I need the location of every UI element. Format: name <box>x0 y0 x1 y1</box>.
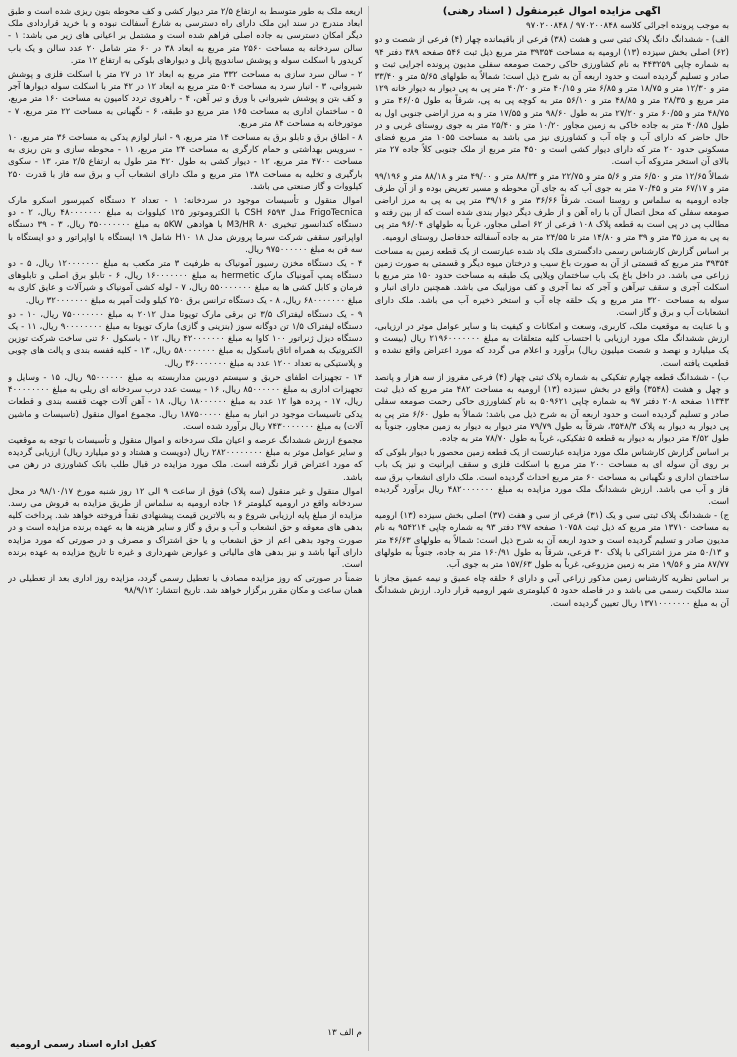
notice-title: آگهی مزایده اموال غیرمنقول ( اسناد رهنی) <box>442 6 661 17</box>
paragraph: الف) - ششدانگ دانگ پلاک ثبتی سی و هشت (۳۸) فرعی از باقیمانده چهار (۴) فرعی از شصت و دو (۶۲) اصلی بخش سیزده (۱۳) ارومیه به مساحت ۳۹۳۵۴ متر مربع ذیل ثبت ۵۴۶ صفحه ۳۸۹ دفتر ۹۴ به شماره چاپی ۴۴۳۲۵۹ به نام کشاورزی حاکی رحمت صومعه سفلی مدیون پرونده اجرایی ثبت و صادر و تسلیم گردیده است و حدود اربعه آن به شرح ذیل است: شمالاً به طولهای ۵/۶۵ متر و ۳۳/۴۰ متر و ۱۲/۳۰ متر و ۱۸/۷۵ متر و ۶/۸۵ متر و ۴۰/۱۵ متر و ۴۰/۲۰ متر پی به پی دیوار به دیوار خانه ۱۲۹ متر مربع و ۲۸/۳۵ متر و ۴۸/۸۵ متر و ۵۶/۱۰ متر به کوچه پی به پی، شرقاً به طول ۴۶/۰۵ متر و ۴۸/۷۵ متر و ۶۰/۵۵ متر و ۲۷/۲۰ متر به طول ۹۸/۶۰ متر و ۱۷/۵۵ متر و به مرز اراضی جنوبی اول به طول ۴۰/۸۵ متر به جاده خاکی به زمین مجاور ۱۰/۲۰ متر و ۲۵/۴۰ متر به جوی روستای غربی و در حال حاضر که دارای آب و چاه آب و کشاورزی نیز می باشد به مساحت ۱۰۵۵ متر مربع فضای مسکونی حدود ۲۰ متر که دارای دیوار کشی است و ۴۵۰ متر مربع از ملک جنوبی کلاً جاده ۲۷ متر بالای آن استخر متروکه آب است. <box>374 35 729 168</box>
column-divider <box>368 6 369 1051</box>
paragraph: ۸ - اطاق برق و تابلو برق به مساحت ۱۴ متر مربع، ۹ - انبار لوازم یدکی به مساحت ۳۶ متر مربع، ۱۰ - سرویس بهداشتی و حمام کارگری به مساحت ۲۴ متر مربع، ۱۱ - محوطه سازی و بتن ریزی به مساحت ۴۷۰۰ متر مربع، ۱۲ - دیوار کشی به طول ۴۲۰ متر طول به ارتفاع ۲/۵ متر، ۱۳ - سکوی بارگیری و تخلیه به مساحت ۱۳۸ متر مربع و ملک دارای انشعاب آب و برق سه فاز با قدرت ۲۵۰ کیلووات و گاز صنعتی می باشد. <box>8 133 363 192</box>
notice-footer <box>10 1027 362 1051</box>
paragraph: بر اساس نظریه کارشناس زمین مذکور زراعی آبی و دارای ۶ حلقه چاه عمیق و نیمه عمیق مجاز با سند مالکیت رسمی می باشد و در فاصله حدود ۵ کیلومتری شهر ارومیه قرار دارد. ارزش ششدانگ آن به مبلغ ۱۳۷۱۰۰۰۰۰۰۰ ریال تعیین گردیده است. <box>374 574 729 609</box>
column-right <box>375 6 730 1051</box>
paragraph: بر اساس گزارش کارشناس ملک مورد مزایده عبارتست از یک قطعه زمین محصور با دیوار بلوکی که بر روی آن سوله ای به مساحت ۲۰۰ متر مربع با اسکلت فلزی و سقف ایرانیت و نیز یک باب ساختمان اداری و نگهبانی به مساحت ۶۰ متر مربع احداث گردیده است. ملک دارای انشعاب برق سه فاز و آب می باشد. ارزش ششدانگ ملک مورد مزایده به مبلغ ۴۸۲۰۰۰۰۰۰۰ ریال برآورد گردیده است. <box>374 448 729 507</box>
paragraph: مجموع ارزش ششدانگ عرصه و اعیان ملک سردخانه و اموال منقول و تأسیسات با توجه به موقعیت و سایر عوامل موثر به مبلغ ۲۸۲۰۰۰۰۰۰۰۰ ریال (دویست و هشتاد و دو میلیارد ریال) ارزیابی گردیده که مورد اعتراض قرار نگرفته است. ملک مورد مزایده در قبال طلب بانک کشاورزی در رهن می باشد. <box>8 435 363 483</box>
paragraph: و با عنایت به موقعیت ملک، کاربری، وسعت و امکانات و کیفیت بنا و سایر عوامل موثر در ارزیابی، ارزش ششدانگ ملک مورد ارزیابی با احتساب کلیه متعلقات به مبلغ ۲۱۹۶۰۰۰۰۰۰۰ ریال (بیست و یک میلیارد و نهصد و شصت میلیون ریال) برآورد و اعلام می گردد که مورد اعتراض واقع نشده و قطعیت یافته است. <box>374 322 729 369</box>
paragraph: اموال منقول و غیر منقول (سه پلاک) فوق از ساعت ۹ الی ۱۲ روز شنبه مورخ ۹۸/۱۰/۱۷ در محل سردخانه واقع در ارومیه کیلومتر ۱۶ جاده ارومیه به سلماس از طریق مزایده به فروش می رسد. مزایده از مبلغ پایه ارزیابی شروع و به بالاترین قیمت پیشنهادی نقداً فروخته خواهد شد. پرداخت کلیه بدهی های معوقه و حق انشعاب و آب و برق و گاز و سایر هزینه ها به عهده برنده مزایده است و در صورت وجود بدهی اعم از حق انشعاب و یا حق اشتراک و مصرف و در صورتی که مورد مزایده دارای آنها باشد و نیز بدهی های مالیاتی و عوارض شهرداری و غیره تا تاریخ مزایده به عهده برنده است. <box>8 486 363 570</box>
column-right-body <box>375 34 730 609</box>
footer-ref: م الف ۱۳ <box>327 1028 362 1038</box>
signature: کفیل اداره اسناد رسمی ارومیه <box>10 1039 157 1050</box>
paragraph: ۲ - سالن سرد سازی به مساحت ۳۳۲ متر مربع به ابعاد ۱۲ در ۲۷ متر با اسکلت فلزی و پوشش شیروانی، ۳ - انبار سرد به مساحت ۵۰۴ متر مربع به ابعاد ۱۲ در ۴۲ متر با اسکلت سوله دیوارها آجر و کف بتن و پوشش شیروانی با ورق و تیر آهن، ۴ - راهروی تردد کامیون به مساحت ۱۶۰ متر مربع، ۵ - ساختمان اداری به مساحت ۱۶۵ متر مربع دو طبقه، ۶ - نگهبانی به مساحت ۲۲ متر مربع، ۷ - موتورخانه به مساحت ۸۴ متر مربع. <box>8 70 363 129</box>
paragraph: ۱۴ - تجهیزات اطفای حریق و سیستم دوربین مداربسته به مبلغ ۹۵۰۰۰۰۰۰ ریال، ۱۵ - وسایل و تجهیزات اداری به مبلغ ۸۵۰۰۰۰۰۰ ریال، ۱۶ - بیست عدد درب سردخانه ای ریلی به مبلغ ۴۰۰۰۰۰۰۰۰ ریال، ۱۷ - پرده هوا ۱۲ عدد به مبلغ ۱۸۰۰۰۰۰۰ ریال، ۱۸ - آهن آلات جهت قفسه بندی و قطعات یدکی تاسیسات موجود در انبار به مبلغ ۱۸۷۵۰۰۰۰۰ ریال. مجموع اموال منقول (تاسیسات و ماشین آلات) به مبلغ ۷۴۳۰۰۰۰۰۰۰ ریال برآورد شده است. <box>8 372 363 432</box>
paragraph: بر اساس گزارش کارشناس رسمی دادگستری ملک یاد شده عبارتست از یک قطعه زمین به مساحت ۳۹۳۵۴ متر مربع که قسمتی از آن به صورت باغ سیب و درختان میوه دیگر و قسمتی به صورت زمین زراعی می باشد. در داخل باغ یک باب ساختمان ویلایی یک طبقه به مساحت حدود ۱۵۰ متر مربع با اسکلت آجری و سقف تیرآهن و آجر که نما آجری و کف موزاییک می باشد. همچنین دارای انبار و سوله به مساحت ۳۲۰ متر مربع و یک حلقه چاه آب و استخر ذخیره آب می باشد. ملک دارای انشعابات آب و برق و گاز است. <box>374 246 729 318</box>
paragraph: ب) - ششدانگ قطعه چهارم تفکیکی به شماره پلاک ثبتی چهار (۴) فرعی مفروز از سه هزار و پانصد و چهل و هشت (۳۵۴۸) واقع در بخش سیزده (۱۳) ارومیه به مساحت ۴۸۲ متر مربع که ذیل ثبت ۱۱۳۴۳ صفحه ۲۰۸ دفتر ۹۷ به شماره چاپی ۵۰۹۶۲۱ به نام کشاورزی حاکی رحمت صومعه سفلی صادر و تسلیم گردیده است و حدود اربعه آن به شرح ذیل می باشد: شمالاً به طول ۶/۶۰ متر پی به پی دیوار به دیوار به پلاک ۳۵۴۸/۳، شرقاً به طول ۷۹/۷۹ متر دیوار به دیوار به زمین مجاور، جنوباً به طول ۴/۵۲ متر دیوار به دیوار به قطعه ۵ تفکیکی، غرباً به طول ۷۸/۷۰ متر به جاده. <box>374 372 729 444</box>
column-left <box>8 6 363 1051</box>
paragraph: اموال منقول و تأسیسات موجود در سردخانه: ۱ - تعداد ۲ دستگاه کمپرسور اسکرو مارک FrigoTecnica مدل CSH ۶۵۹۳ با الکتروموتور ۱۲۵ کیلووات به مبلغ ۴۸۰۰۰۰۰۰۰ ریال، ۲ - دو دستگاه کندانسور تبخیری M3/HR ۸۰ با هوادهی ۵KW به مبلغ ۳۵۰۰۰۰۰۰۰ ریال، ۳ - ۳۹ دستگاه اواپراتور سقفی شرکت سرما پرورش مدل H۱۰ ۱۸ شامل ۱۹ ایستگاه با اواپراتور و دو ایستگاه با سه فن به مبلغ ۹۷۵۰۰۰۰۰۰ ریال. <box>8 196 363 255</box>
paragraph: ضمناً در صورتی که روز مزایده مصادف با تعطیل رسمی گردد، مزایده روز اداری بعد از تعطیلی در همان ساعت و مکان مقرر برگزار خواهد شد. تاریخ انتشار: ۹۸/۹/۱۲ <box>8 574 363 597</box>
file-number: به موجب پرونده اجرائی کلاسه ۹۷۰۲۰۰۸۴۸ / ۹۷۰۲۰۰۸۴۸ <box>525 21 729 32</box>
paragraph: ۹ - یک دستگاه لیفتراک ۳/۵ تن برقی مارک تویوتا مدل ۲۰۱۲ به مبلغ ۷۵۰۰۰۰۰۰۰ ریال، ۱۰ - دو دستگاه لیفتراک ۱/۵ تن دوگانه سوز (بنزینی و گازی) مارک تویوتا به مبلغ ۹۰۰۰۰۰۰۰۰ ریال، ۱۱ - یک دستگاه دیزل ژنراتور ۱۰۰ کاوا به مبلغ ۴۲۰۰۰۰۰۰۰ ریال، ۱۲ - باسکول ۶۰ تنی ساخت شرکت توزین الکترونیک به همراه اتاق باسکول به مبلغ ۵۸۰۰۰۰۰۰۰ ریال، ۱۳ - کلیه قفسه بندی و پالت های چوبی و پلاستیکی به تعداد ۱۲۰۰ عدد به مبلغ ۳۶۰۰۰۰۰۰۰ ریال. <box>8 309 363 369</box>
column-left-body <box>8 6 363 598</box>
paragraph: ۴ - یک دستگاه مخزن رسیور آمونیاک به ظرفیت ۳ متر مکعب به مبلغ ۱۲۰۰۰۰۰۰۰ ریال، ۵ - دو دستگاه پمپ آمونیاک مارک hermetic به مبلغ ۱۶۰۰۰۰۰۰۰ ریال، ۶ - تابلو برق اصلی و تابلوهای فرمان و کابل کشی ها به مبلغ ۵۵۰۰۰۰۰۰۰ ریال، ۷ - لوله کشی آمونیاک و شیرآلات و عایق کاری به مبلغ ۶۸۰۰۰۰۰۰۰ ریال، ۸ - یک دستگاه ترانس برق ۲۵۰ کیلو ولت آمپر به مبلغ ۳۲۰۰۰۰۰۰۰ ریال. <box>8 259 363 306</box>
paragraph: ج) - ششدانگ پلاک ثبتی سی و یک (۳۱) فرعی از سی و هفت (۳۷) اصلی بخش سیزده (۱۳) ارومیه به مساحت ۱۳۷۱۰ متر مربع که ذیل ثبت ۱۰۷۵۸ صفحه ۲۹۷ دفتر ۹۳ به شماره چاپی ۹۵۴۲۱۴ به نام مدیون صادر و تسلیم گردیده است و حدود اربعه آن به شرح ذیل است: شمالاً به طولهای ۴۶/۶۳ متر و ۵۰/۱۳ متر مرز اشتراکی با پلاک ۳۰ فرعی، شرقاً به طول ۱۶۰/۹۱ متر به جاده، جنوباً به طولهای ۸۷/۷۷ متر و ۱۹/۵۶ متر به زمین مزروعی، غرباً به طول ۱۵۷/۶۳ متر به جوی آب. <box>374 511 729 570</box>
paragraph: شمالاً ۱۲/۶۵ متر و ۶/۵۰ متر و ۵/۶ متر و ۲۲/۷۵ متر و ۸۸/۳۴ متر و ۴۹/۰۰ متر و ۸۸/۱۸ متر و ۹۹/۱۹۶ متر و ۶۷/۱۷ متر و ۷۰/۴۵ متر به جوی آب که به جای آن محوطه و مسیر تعریض بوده و از آن طرف جاده ارومیه به سلماس و روستا است. شرقاً ۳۶/۶۶ متر و ۳۹/۱۶ متر پی به پی به مرز اراضی صومعه سفلی که محل اتصال آن با راه آهن و از طرف دیگر دیوار بندی شده است که از بین رفته و مطالب پی در پی است به قطعه پلاک ۱۰۸ فرعی از ۶۲ اصلی مجاور، غرباً به طولهای ۹۶/۰۴ متر پی به پی به مرز ۳۵ متر و ۳۹ متر و ۱۴/۸۰ متر تا ۲۴/۵۵ متر به جاده آسفالته حدفاصل روستای ارومیه. <box>374 171 729 243</box>
paragraph: اریعه ملک به طور متوسط به ارتفاع ۲/۵ متر دیوار کشی و کف محوطه بتون ریزی شده است و طبق ابعاد مندرج در سند این ملک دارای راه دسترسی به شارع آسفالت نبوده و با خرید قراردادی ملک دیگر امکان دسترسی به جاده اصلی فراهم شده است و مشتمل بر اعیانی های زیر می باشد: ۱ - سالن سردخانه به مساحت ۲۵۶۰ متر مربع به ابعاد ۳۸ در ۶۰ متر شامل ۲۰ عدد سالن و یک باب کریدور با اسکلت سوله و پوشش ساندویچ پانل و دیوارهای بلوکی به ارتفاع ۱۲ متر. <box>8 7 363 66</box>
